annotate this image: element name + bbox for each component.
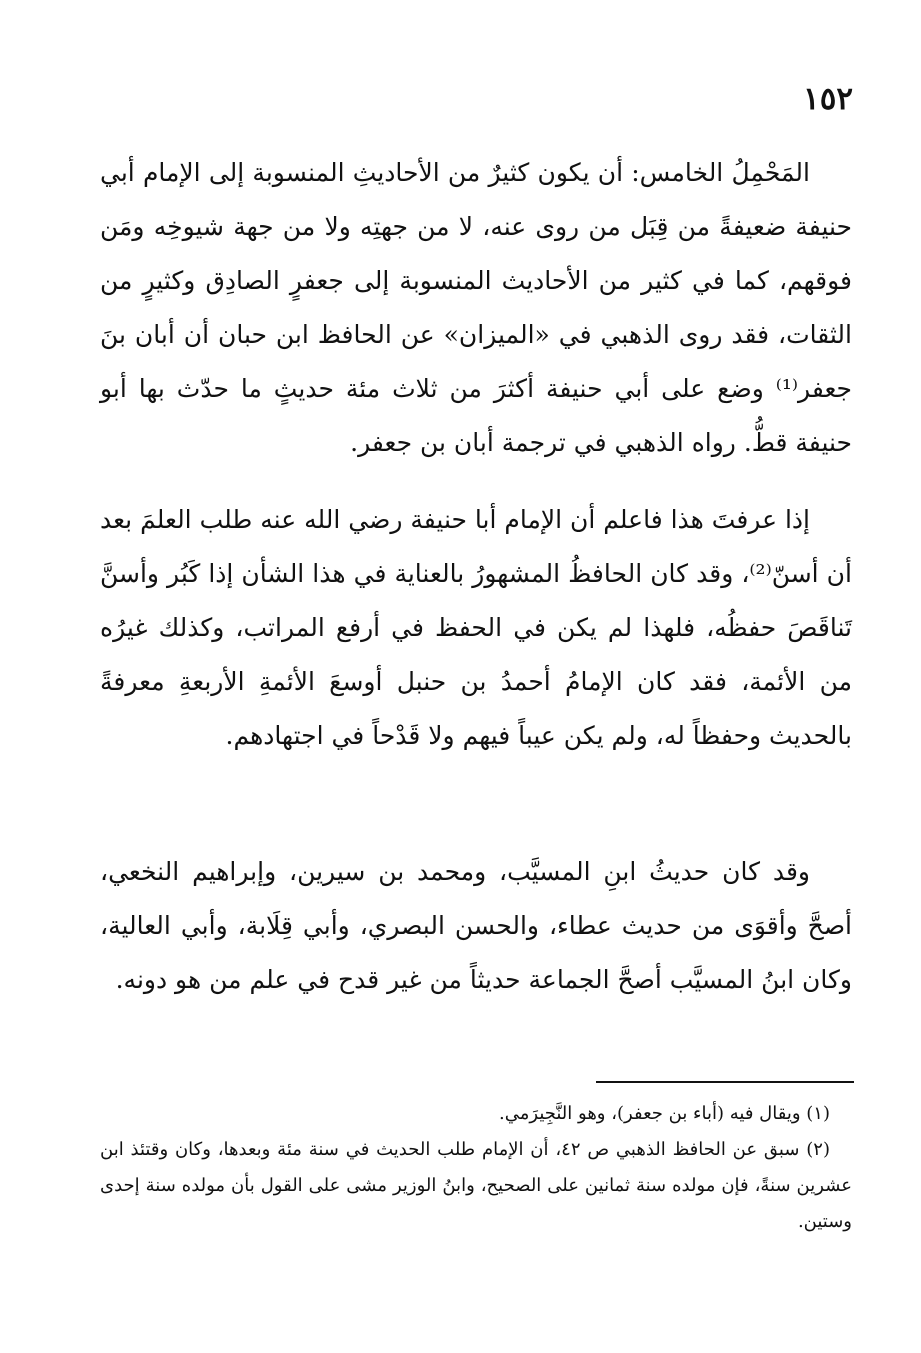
paragraph-text: إذا عرفتَ هذا فاعلم أن الإمام أبا حنيفة رضي الله عنه طلب العلمَ بعد أن أسنّ⁽²⁾، وقد كان الحافظُ المشهورُ بالعناية في هذا الشأن إذا كَبُر وأسنَّ تَناقَصَ حفظُه، فلهذا لم يكن في الحفظ في أرفع المراتب، وكذلك غيرُه من الأئمة، فقد كان الإمامُ أحمدُ بن حنبل أوسعَ الأئمةِ الأربعةِ معرفةً بالحديث وحفظاً له، ولم يكن عيباً فيهم ولا قَدْحاً في اجتهادهم. <box>100 505 852 750</box>
footnote-2: (٢) سبق عن الحافظ الذهبي ص ٤٢، أن الإمام طلب الحديث في سنة مئة وبعدها، وكان وقتئذ ابن عشرين سنةً، فإن مولده سنة ثمانين على الصحيح، وابنُ الوزير مشى على القول بأن مولده سنة إحدى وستين. <box>100 1139 852 1232</box>
body-paragraph-2 <box>100 493 852 763</box>
body-paragraph-1 <box>100 146 852 470</box>
page-number: ١٥٢ <box>803 81 853 117</box>
paragraph-text: المَحْمِلُ الخامس: أن يكون كثيرٌ من الأحاديثِ المنسوبة إلى الإمام أبي حنيفة ضعيفةً من قِبَل من روى عنه، لا من جهتِه ولا من جهة شيوخِه ومَن فوقهم، كما في كثير من الأحاديث المنسوبة إلى جعفرٍ الصادِق وكثيرٍ من الثقات، فقد روى الذهبي في «الميزان» عن الحافظ ابن حبان أن أبان بنَ جعفر⁽¹⁾ وضع على أبي حنيفة أكثرَ من ثلاث مئة حديثٍ ما حدّث بها أبو حنيفة قطُّ. رواه الذهبي في ترجمة أبان بن جعفر. <box>100 158 852 457</box>
footnotes <box>100 1096 852 1240</box>
paragraph-text: وقد كان حديثُ ابنِ المسيَّب، ومحمد بن سيرين، وإبراهيم النخعي، أصحَّ وأقوَى من حديث عطاء، والحسن البصري، وأبي قِلَابة، وأبي العالية، وكان ابنُ المسيَّب أصحَّ الجماعة حديثاً من غير قدح في علم من هو دونه. <box>100 857 852 994</box>
footnote-separator <box>596 1081 854 1083</box>
body-paragraph-3 <box>100 845 852 1007</box>
footnote-1: (١) ويقال فيه (أباء بن جعفر)، وهو النَّجِيرَمي. <box>499 1103 830 1124</box>
